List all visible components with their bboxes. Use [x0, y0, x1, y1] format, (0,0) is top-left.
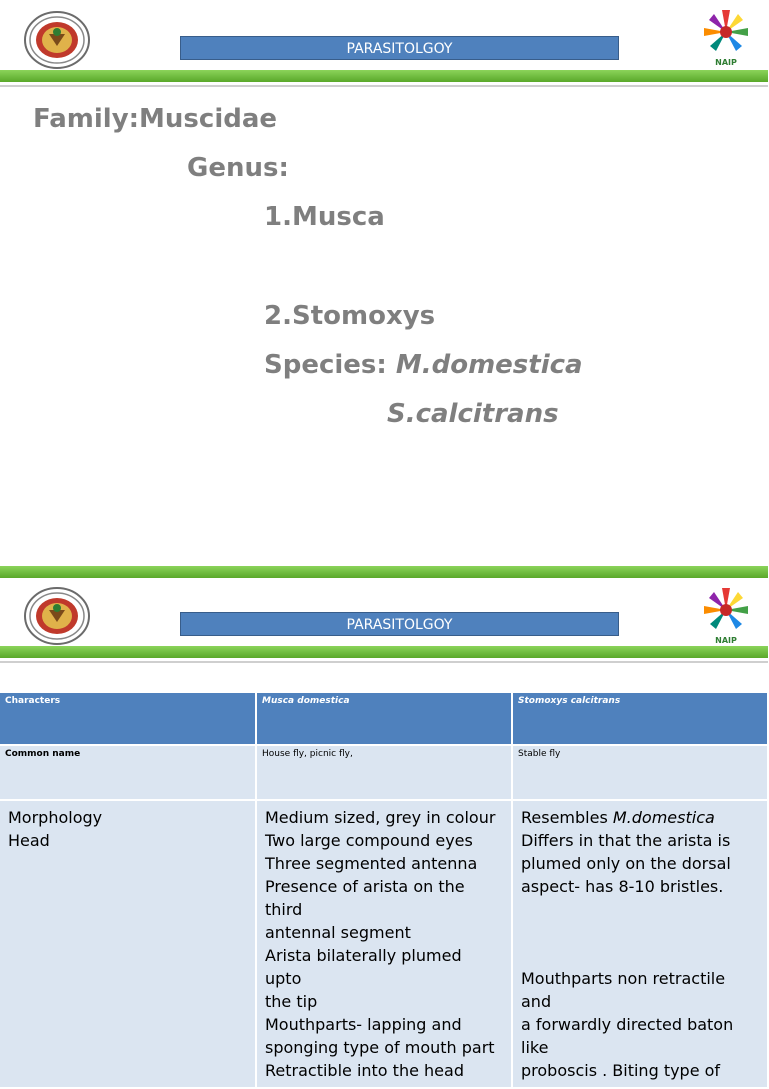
stomoxys-line: Mouthparts non retractile and: [521, 969, 726, 1011]
common-name-musca: House fly, picnic fly,: [256, 745, 512, 800]
header-green-bar: [0, 70, 768, 82]
musca-line: Presence of arista on the third: [265, 877, 465, 919]
table-row: [0, 745, 768, 800]
icar-emblem-icon: [23, 586, 91, 646]
genus-stomoxys: 2.Stomoxys: [264, 301, 436, 331]
musca-line: sponging type of mouth part: [265, 1038, 495, 1057]
icar-emblem-icon: [23, 10, 91, 70]
stomoxys-line: proboscis . Biting type of: [521, 1061, 721, 1080]
family-text: Family:Muscidae: [33, 104, 278, 134]
slide-title: PARASITOLGOY: [180, 612, 619, 636]
header-musca: [256, 693, 512, 745]
musca-line: Medium sized, grey in colour: [265, 808, 496, 827]
header-stomoxys-text: Stomoxys calcitrans: [518, 696, 621, 706]
genus-label: Genus:: [187, 153, 289, 183]
header-musca-text: Musca domestica: [262, 696, 350, 706]
stomoxys-prefix: Resembles: [521, 808, 613, 827]
spacer: [521, 921, 759, 944]
stomoxys-line: aspect- has 8-10 bristles.: [521, 877, 724, 896]
stomoxys-italic: M.domestica: [612, 808, 715, 827]
musca-line: Three segmented antenna: [265, 854, 478, 873]
header-stomoxys: [512, 693, 768, 745]
header-characters: Characters: [0, 693, 256, 745]
species-label: Species:: [264, 350, 396, 380]
table-header-row: [0, 693, 768, 745]
header-divider: [0, 85, 768, 87]
morphology-musca-cell: [256, 800, 512, 1088]
stomoxys-line: [521, 806, 759, 829]
musca-line: Two large compound eyes: [265, 831, 473, 850]
morphology-label-cell: [0, 800, 256, 1088]
musca-line: Mouthparts- lapping and: [265, 1015, 462, 1034]
header-divider: [0, 661, 768, 663]
naip-label: NAIP: [715, 636, 737, 645]
characters-table: [0, 693, 769, 1089]
common-name-label: Common name: [0, 745, 256, 800]
spacer: [521, 944, 759, 967]
species-s-calcitrans: [387, 399, 559, 429]
stomoxys-line: plumed only on the dorsal: [521, 854, 731, 873]
naip-logo-icon: [695, 584, 757, 646]
species-line: [264, 350, 583, 380]
table-row: [0, 800, 768, 1088]
head-label: Head: [8, 831, 50, 850]
morphology-stomoxys-cell: [512, 800, 768, 1088]
species-m-domestica: M.domestica: [395, 350, 583, 380]
musca-line: Retractible into the head: [265, 1061, 464, 1080]
musca-line: antennal segment: [265, 923, 411, 942]
genus-musca: 1.Musca: [264, 202, 385, 232]
stomoxys-line: a forwardly directed baton like: [521, 1015, 734, 1057]
morphology-label: Morphology: [8, 808, 103, 827]
musca-line: Arista bilaterally plumed upto: [265, 946, 462, 988]
naip-logo-icon: [695, 6, 757, 68]
musca-line: the tip: [265, 992, 318, 1011]
top-green-bar: [0, 566, 768, 578]
slide-2: [0, 566, 768, 1080]
common-name-stomoxys: Stable fly: [512, 745, 768, 800]
header-green-bar: [0, 646, 768, 658]
species-s-calcitrans-text: S.calcitrans: [387, 399, 559, 429]
naip-label: NAIP: [715, 58, 737, 67]
slide-title: PARASITOLGOY: [180, 36, 619, 60]
stomoxys-line: Differs in that the arista is: [521, 831, 731, 850]
spacer: [521, 898, 759, 921]
